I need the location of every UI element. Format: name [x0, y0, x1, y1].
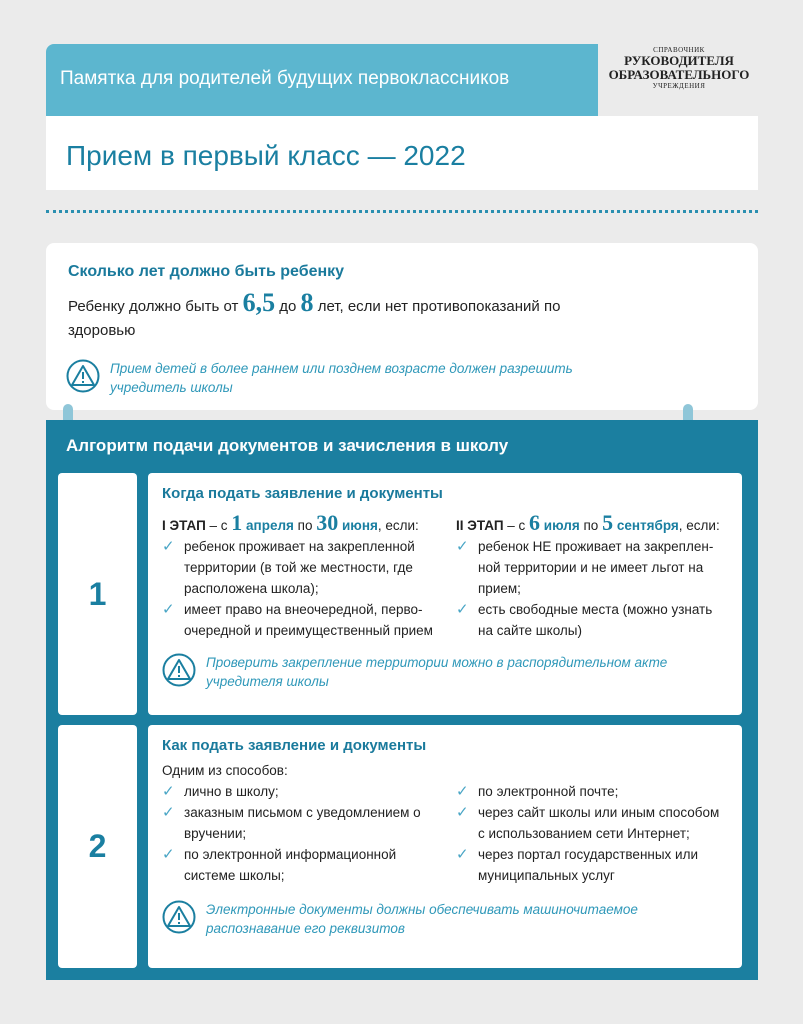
list-item — [456, 781, 728, 802]
list-item — [162, 536, 434, 599]
stage2-label: II ЭТАП — [456, 518, 504, 533]
step2-warning — [162, 900, 728, 938]
month: июня — [338, 518, 378, 533]
intro: Одним из способов: — [162, 763, 288, 778]
item-text: лично в школу; — [184, 784, 279, 799]
warning-icon — [66, 359, 100, 393]
item-text: ребенок проживает на закрепленной территории (в той же местности, где расположена школа); — [184, 539, 415, 596]
logo-line2: ОБРАЗОВАТЕЛЬНОГО — [608, 67, 750, 82]
logo-line1: РУКОВОДИТЕЛЯ — [624, 53, 734, 68]
list-item — [456, 844, 728, 886]
check-icon: ✓ — [456, 804, 469, 821]
step1-warning — [162, 653, 728, 691]
age-pre: Ребенку должно быть от — [68, 298, 243, 315]
date: 6 — [529, 510, 541, 535]
warning-text: Проверить закрепление территории можно в распорядительном акте учредителя школы — [206, 655, 668, 689]
month: апреля — [242, 518, 294, 533]
item-text: через портал государственных или муниципальных услуг — [478, 847, 699, 883]
month: июля — [540, 518, 580, 533]
list-item — [456, 536, 728, 599]
step-number: 1 — [58, 473, 137, 715]
list-item — [162, 599, 434, 641]
age-warning — [66, 359, 626, 397]
algorithm-section — [46, 420, 758, 980]
warning-icon — [162, 653, 196, 687]
date: 30 — [316, 510, 339, 535]
step2-card — [148, 725, 742, 968]
t: – с — [503, 518, 530, 533]
item-text: ребенок НЕ проживает на закрепленной территории и не имеет льгот на прием; — [478, 539, 714, 596]
t: , если: — [678, 518, 720, 533]
check-icon: ✓ — [162, 783, 175, 800]
stage1 — [162, 512, 434, 641]
check-icon: ✓ — [456, 783, 469, 800]
algorithm-title: Алгоритм подачи документов и зачисления в школу — [66, 436, 509, 455]
month: сентября — [613, 518, 679, 533]
check-icon: ✓ — [162, 538, 175, 555]
t: – с — [205, 518, 232, 533]
check-icon: ✓ — [162, 846, 175, 863]
t: , если: — [377, 518, 419, 533]
item-text: по электронной информационной системе школы; — [184, 847, 397, 883]
methods-left — [162, 760, 434, 886]
list-item — [162, 781, 434, 802]
check-icon: ✓ — [162, 601, 175, 618]
age-warning-text: Прием детей в более раннем или позднем возрасте должен разрешить учредитель школы — [110, 361, 573, 395]
age-min: 6,5 — [242, 288, 276, 317]
item-text: через сайт школы или иным способом с использованием сети Интернет; — [478, 805, 720, 841]
item-text: заказным письмом с уведомлением о вручении; — [184, 805, 421, 841]
check-icon: ✓ — [456, 601, 469, 618]
check-icon: ✓ — [162, 804, 175, 821]
page-title: Прием в первый класс — 2022 — [46, 116, 758, 190]
warning-text: Электронные документы должны обеспечивать машиночитаемое распознавание его реквизитов — [206, 902, 638, 936]
step-number: 2 — [58, 725, 137, 968]
list-item — [456, 802, 728, 844]
stage2 — [456, 512, 728, 641]
step2-heading: Как подать заявление и документы — [162, 737, 427, 754]
item-text: есть свободные места (можно узнать на сайте школы) — [478, 602, 713, 638]
age-section — [46, 243, 758, 410]
age-text — [68, 288, 628, 343]
check-icon: ✓ — [456, 538, 469, 555]
logo-top: СПРАВОЧНИК — [653, 46, 705, 54]
warning-icon — [162, 900, 196, 934]
header-subtitle: Памятка для родителей будущих первоклассников — [46, 44, 598, 116]
date: 1 — [231, 510, 243, 535]
list-item — [162, 844, 434, 886]
divider — [46, 210, 758, 213]
methods-right — [456, 760, 728, 886]
t: по — [579, 518, 603, 533]
logo-bottom: УЧРЕЖДЕНИЯ — [652, 82, 706, 90]
publisher-logo — [600, 44, 758, 116]
item-text: по электронной почте; — [478, 784, 619, 799]
stage1-label: I ЭТАП — [162, 518, 206, 533]
age-heading: Сколько лет должно быть ребенку — [68, 263, 345, 280]
check-icon: ✓ — [456, 846, 469, 863]
t: по — [293, 518, 317, 533]
step1-heading: Когда подать заявление и документы — [162, 485, 443, 502]
age-mid: до — [275, 298, 301, 315]
age-max: 8 — [300, 288, 314, 317]
step1-card — [148, 473, 742, 715]
age-post: лет, если нет противопоказаний по здоровью — [68, 298, 561, 339]
list-item — [162, 802, 434, 844]
date: 5 — [602, 510, 614, 535]
list-item — [456, 599, 728, 641]
item-text: имеет право на внеочередной, первоочередной и преимущественный прием — [184, 602, 433, 638]
